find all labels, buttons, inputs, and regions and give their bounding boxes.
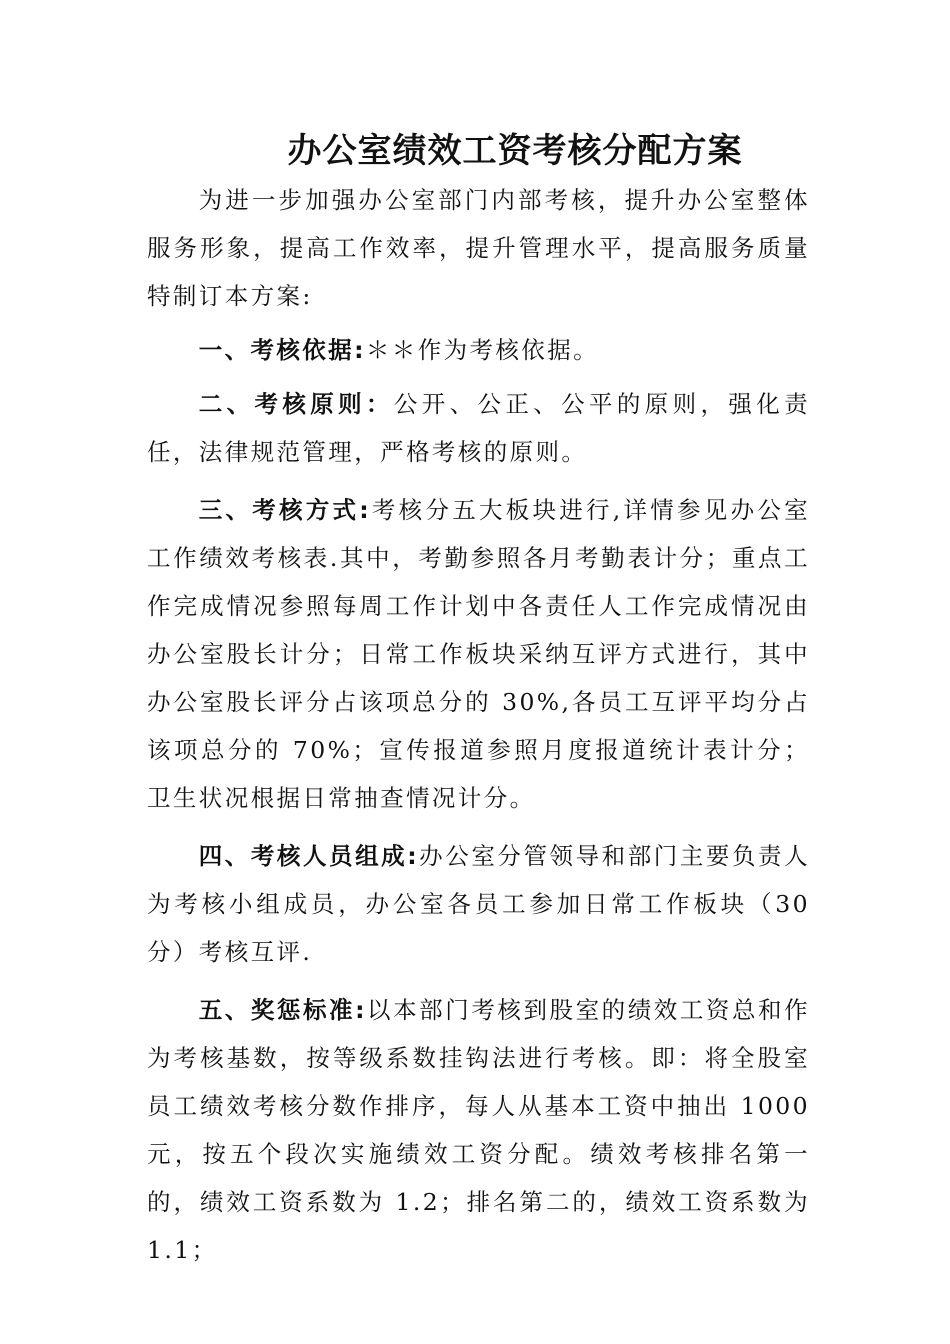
section-text: ＊＊作为考核依据。 (365, 336, 599, 364)
section-principles (147, 380, 810, 476)
section-rewards (147, 986, 810, 1274)
section-heading: 三、考核方式: (198, 496, 372, 524)
document-body (147, 176, 810, 1274)
section-method (147, 486, 810, 822)
section-heading: 五、奖惩标准: (198, 996, 367, 1024)
intro-paragraph: 为进一步加强办公室部门内部考核，提升办公室整体服务形象，提高工作效率，提升管理水平，提高服务质量特制订本方案: (147, 186, 810, 310)
section-text: 办公室分管领导和部门主要负责人为考核小组成员，办公室各员工参加日常工作板块（30分）考核互评. (147, 842, 811, 966)
section-members (147, 832, 810, 976)
section-text: 公开、公正、公平的原则，强化责任，法律规范管理，严格考核的原则。 (147, 390, 810, 466)
section-basis (147, 326, 810, 374)
section-heading: 二、考核原则： (198, 390, 394, 418)
section-heading: 一、考核依据: (198, 336, 366, 364)
section-text: 考核分五大板块进行,详情参见办公室工作绩效考核表.其中，考勤参照各月考勤表计分；重点工作完成情况参照每周工作计划中各责任人工作完成情况由办公室股长计分；日常工作板块采纳互评方式进行，其中办公室股长评分占该项总分的 30%,各员工互评平均分占该项总分的 70%；宣传报道参照月度报道统计表计分；卫生状况根据日常抽查情况计分。 (147, 496, 810, 812)
section-text: 以本部门考核到股室的绩效工资总和作为考核基数，按等级系数挂钩法进行考核。即：将全股室员工绩效考核分数作排序，每人从基本工资中抽出 1000元，按五个段次实施绩效工资分配。绩效考核排名第一的，绩效工资系数为 1.2；排名第二的，绩效工资系数为 1.1； (147, 996, 810, 1264)
section-heading: 四、考核人员组成: (198, 842, 420, 870)
document-title: 办公室绩效工资考核分配方案 (287, 131, 743, 171)
